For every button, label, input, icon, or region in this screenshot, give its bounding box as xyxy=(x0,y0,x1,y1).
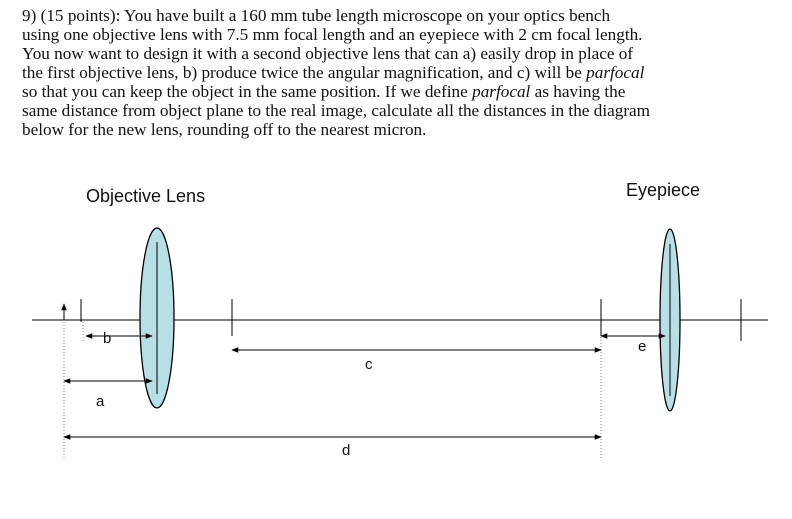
problem-line-1: 9) (15 points): You have built a 160 mm tube length microscope on your optics bench xyxy=(22,6,611,25)
problem-line-2: using one objective lens with 7.5 mm focal length and an eyepiece with 2 cm focal length. xyxy=(22,25,643,44)
problem-line-5-end: as having the xyxy=(530,82,626,101)
eyepiece-label: Eyepiece xyxy=(626,180,701,200)
objective-lens-label: Objective Lens xyxy=(86,186,206,206)
distance-label-c: c xyxy=(365,356,373,373)
parfocal-term: parfocal xyxy=(586,63,645,82)
problem-line-7: below for the new lens, rounding off to the nearest micron. xyxy=(22,120,427,139)
parfocal-term-2: parfocal xyxy=(472,82,531,101)
distance-label-b: b xyxy=(103,330,112,347)
distance-label-d: d xyxy=(342,442,351,459)
problem-line-5-text: so that you can keep the object in the same position. If we define xyxy=(22,82,473,101)
eyepiece-lens xyxy=(660,229,680,411)
distance-label-a: a xyxy=(96,393,105,410)
problem-line-6: same distance from object plane to the real image, calculate all the distances in the diagram xyxy=(22,101,651,120)
problem-line-3: You now want to design it with a second objective lens that can a) easily drop in place of xyxy=(22,44,634,63)
distance-label-e: e xyxy=(638,338,647,355)
problem-line-4-text: the first objective lens, b) produce twice the angular magnification, and c) will be xyxy=(22,63,587,82)
